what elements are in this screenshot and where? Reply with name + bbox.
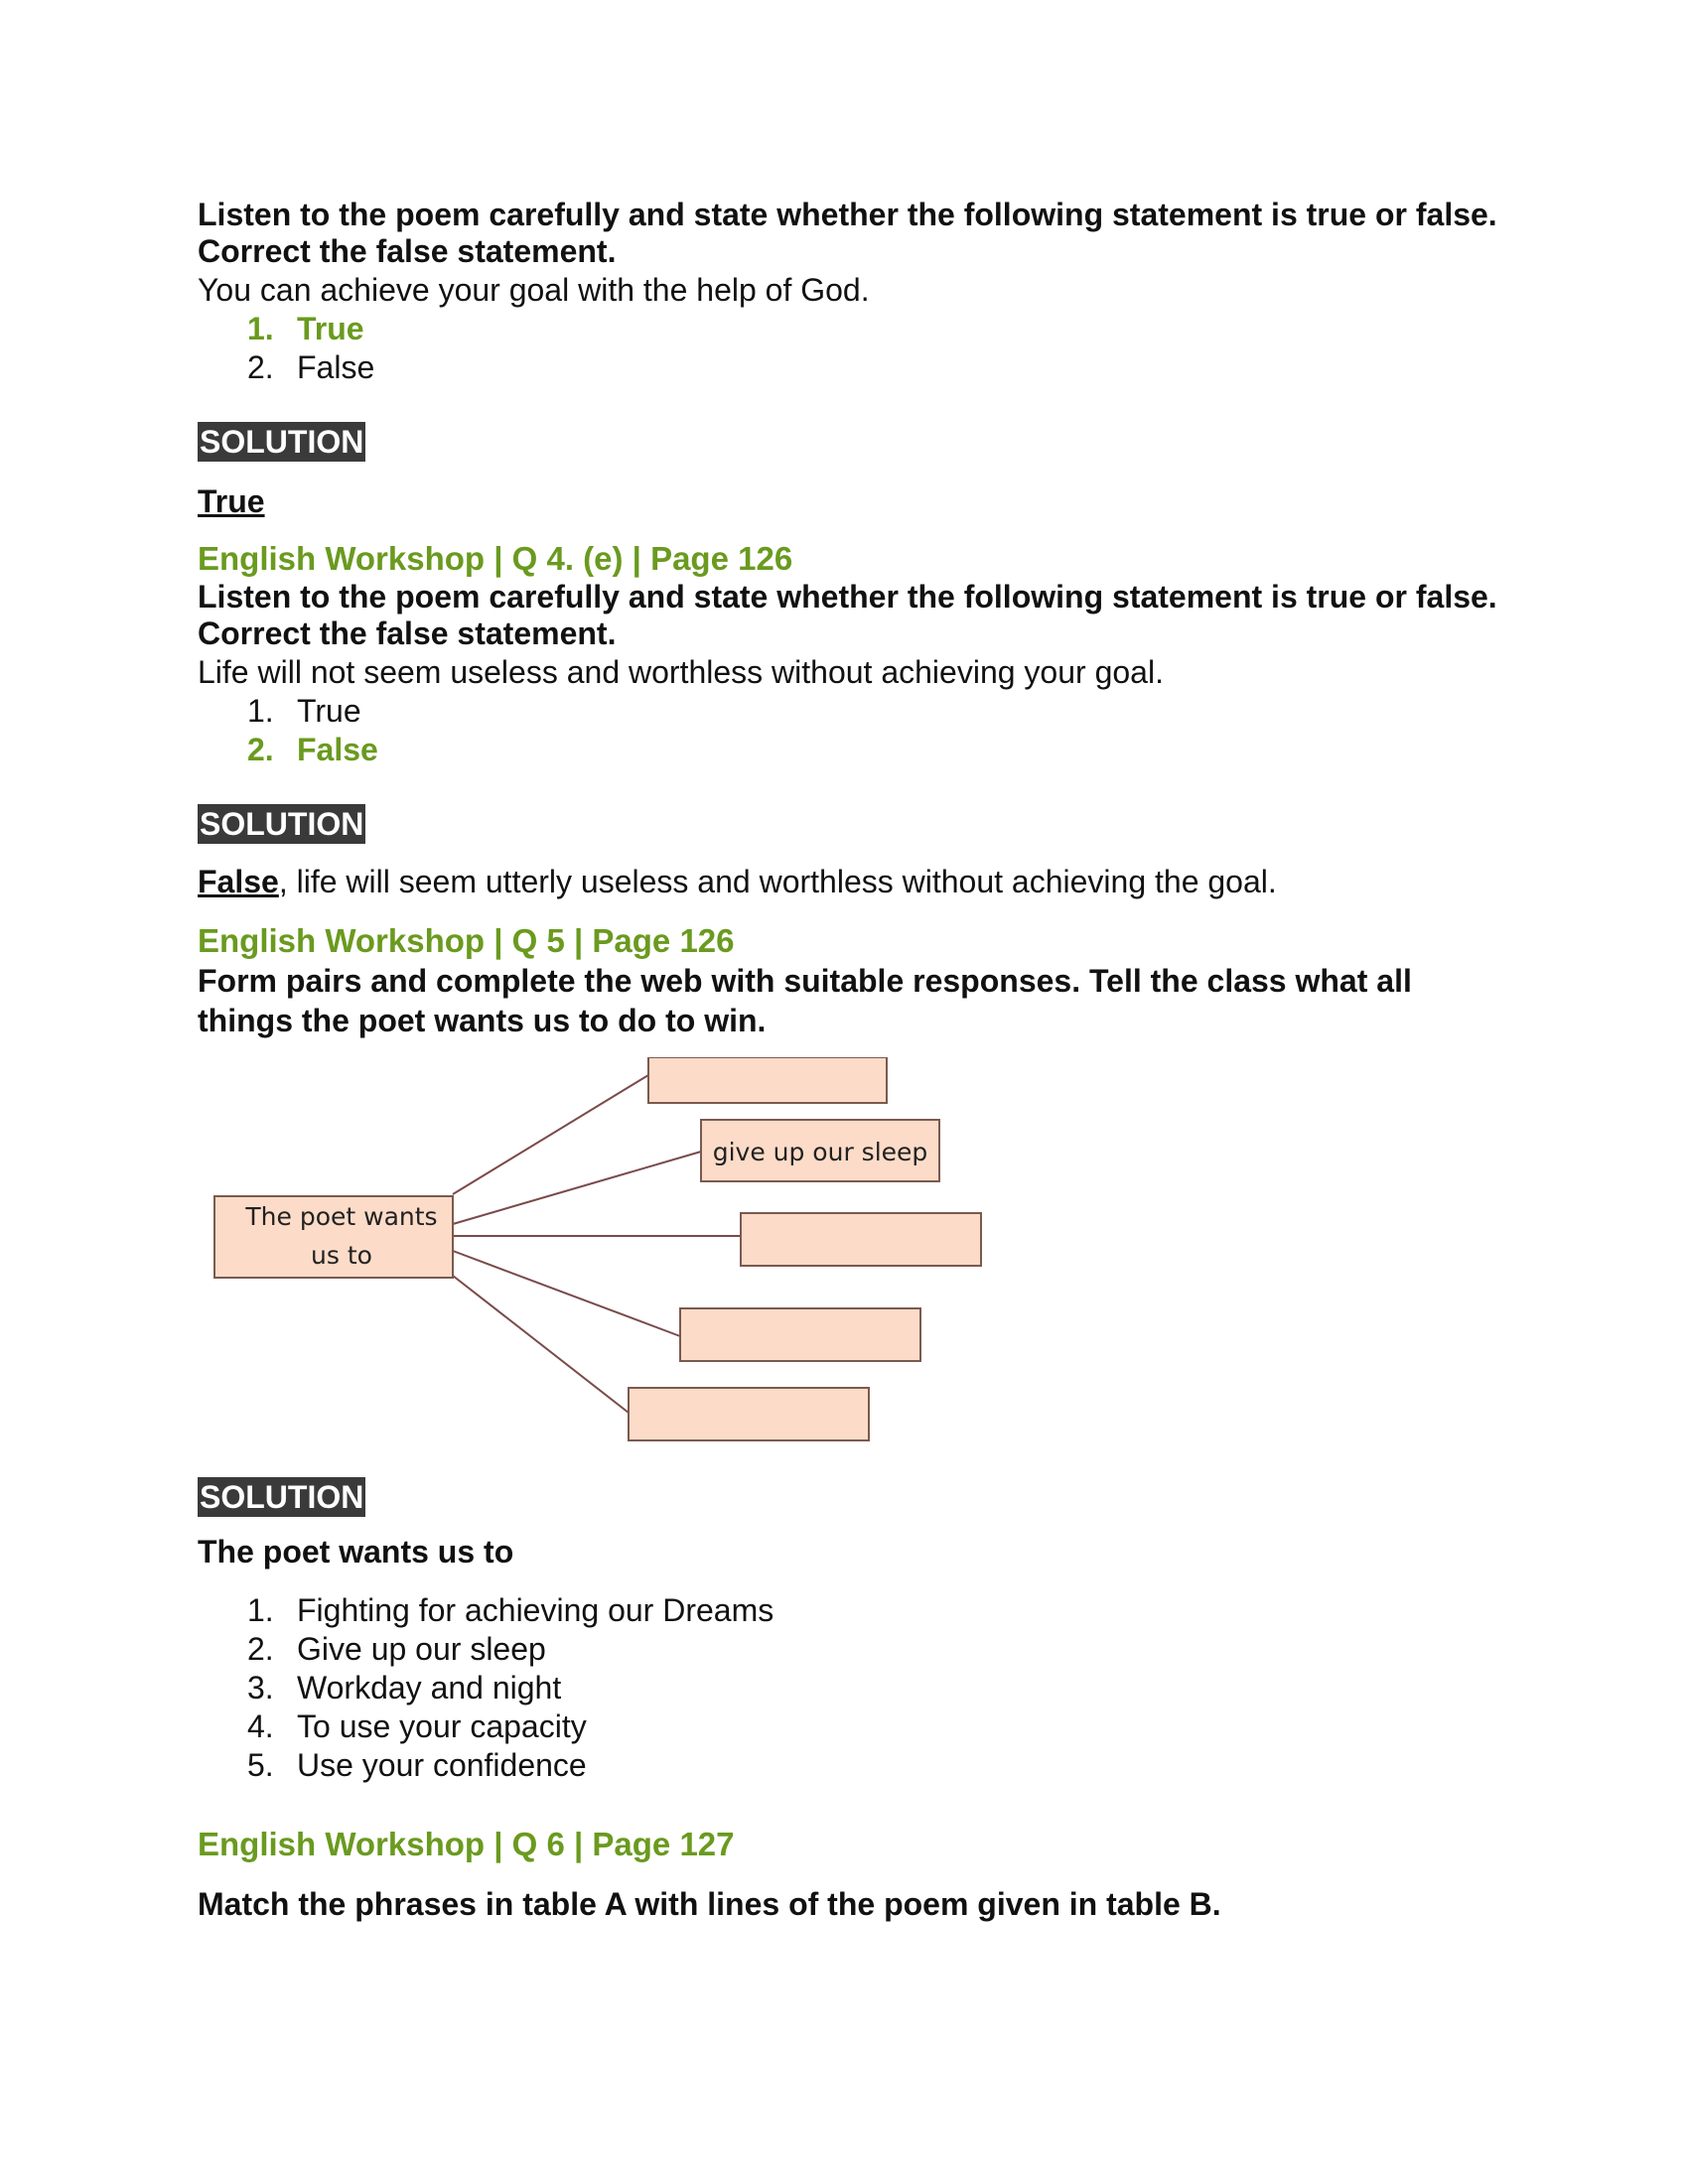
question-statement: You can achieve your goal with the help of God. bbox=[198, 272, 870, 308]
question-statement: Life will not seem useless and worthless without achieving your goal. bbox=[198, 654, 1164, 690]
question-2 bbox=[198, 539, 1508, 769]
list-item: 2. Give up our sleep bbox=[247, 1631, 546, 1667]
web-empty-box[interactable] bbox=[629, 1388, 869, 1440]
answers-list bbox=[198, 1591, 1508, 1785]
question-prompt: Match the phrases in table A with lines of the poem given in table B. bbox=[198, 1886, 1221, 1922]
web-line bbox=[453, 1251, 680, 1336]
option-true[interactable]: 1. True bbox=[247, 693, 361, 729]
answer-3-list bbox=[198, 1591, 1508, 1785]
solution-badge: SOLUTION bbox=[200, 424, 364, 460]
answer-1 bbox=[198, 481, 1508, 521]
solution-badge: SOLUTION bbox=[200, 1479, 364, 1515]
option-false[interactable]: 2. False bbox=[247, 349, 375, 385]
web-diagram bbox=[209, 1057, 1003, 1459]
options-list bbox=[198, 310, 1508, 387]
web-empty-box[interactable] bbox=[741, 1213, 981, 1266]
solution-1 bbox=[198, 422, 1508, 462]
solution-badge: SOLUTION bbox=[200, 806, 364, 842]
web-line bbox=[453, 1276, 629, 1413]
list-item: 4. To use your capacity bbox=[247, 1708, 587, 1744]
list-item: 5. Use your confidence bbox=[247, 1747, 587, 1783]
question-prompt: Listen to the poem carefully and state whether the following statement is true or false. Correct the false statement. bbox=[198, 579, 1497, 651]
answer-2 bbox=[198, 862, 1508, 901]
options-list bbox=[198, 692, 1508, 769]
question-prompt: Form pairs and complete the web with suitable responses. Tell the class what all things the poet wants us to do to win. bbox=[198, 963, 1412, 1038]
question-4-prompt bbox=[198, 1886, 1508, 1923]
web-line bbox=[453, 1152, 701, 1224]
answer-text: , life will seem utterly useless and worthless without achieving the goal. bbox=[278, 864, 1277, 899]
solution-2 bbox=[198, 804, 1508, 844]
list-item: 3. Workday and night bbox=[247, 1670, 562, 1706]
question-heading: English Workshop | Q 6 | Page 127 bbox=[198, 1826, 735, 1862]
option-false[interactable]: 2. False bbox=[247, 732, 378, 767]
solution-3 bbox=[198, 1477, 1508, 1517]
question-4 bbox=[198, 1825, 1508, 1864]
answer-title: The poet wants us to bbox=[198, 1534, 514, 1570]
list-item: 1. Fighting for achieving our Dreams bbox=[247, 1592, 774, 1628]
question-heading: English Workshop | Q 5 | Page 126 bbox=[198, 922, 735, 959]
question-heading: English Workshop | Q 4. (e) | Page 126 bbox=[198, 540, 793, 577]
web-center-label-line1: The poet wants bbox=[245, 1202, 438, 1231]
answer-text: True bbox=[198, 483, 265, 519]
answer-3 bbox=[198, 1532, 1508, 1571]
web-filled-label: give up our sleep bbox=[712, 1138, 928, 1166]
option-true[interactable]: 1. True bbox=[247, 311, 364, 346]
answer-keyword: False bbox=[198, 864, 279, 899]
web-empty-box[interactable] bbox=[648, 1057, 887, 1103]
question-prompt: Listen to the poem carefully and state whether the following statement is true or false. Correct the false statement. bbox=[198, 197, 1497, 269]
question-1 bbox=[198, 197, 1508, 387]
web-center-label-line2: us to bbox=[311, 1241, 372, 1270]
web-empty-box[interactable] bbox=[680, 1308, 920, 1361]
question-3 bbox=[198, 921, 1508, 1040]
